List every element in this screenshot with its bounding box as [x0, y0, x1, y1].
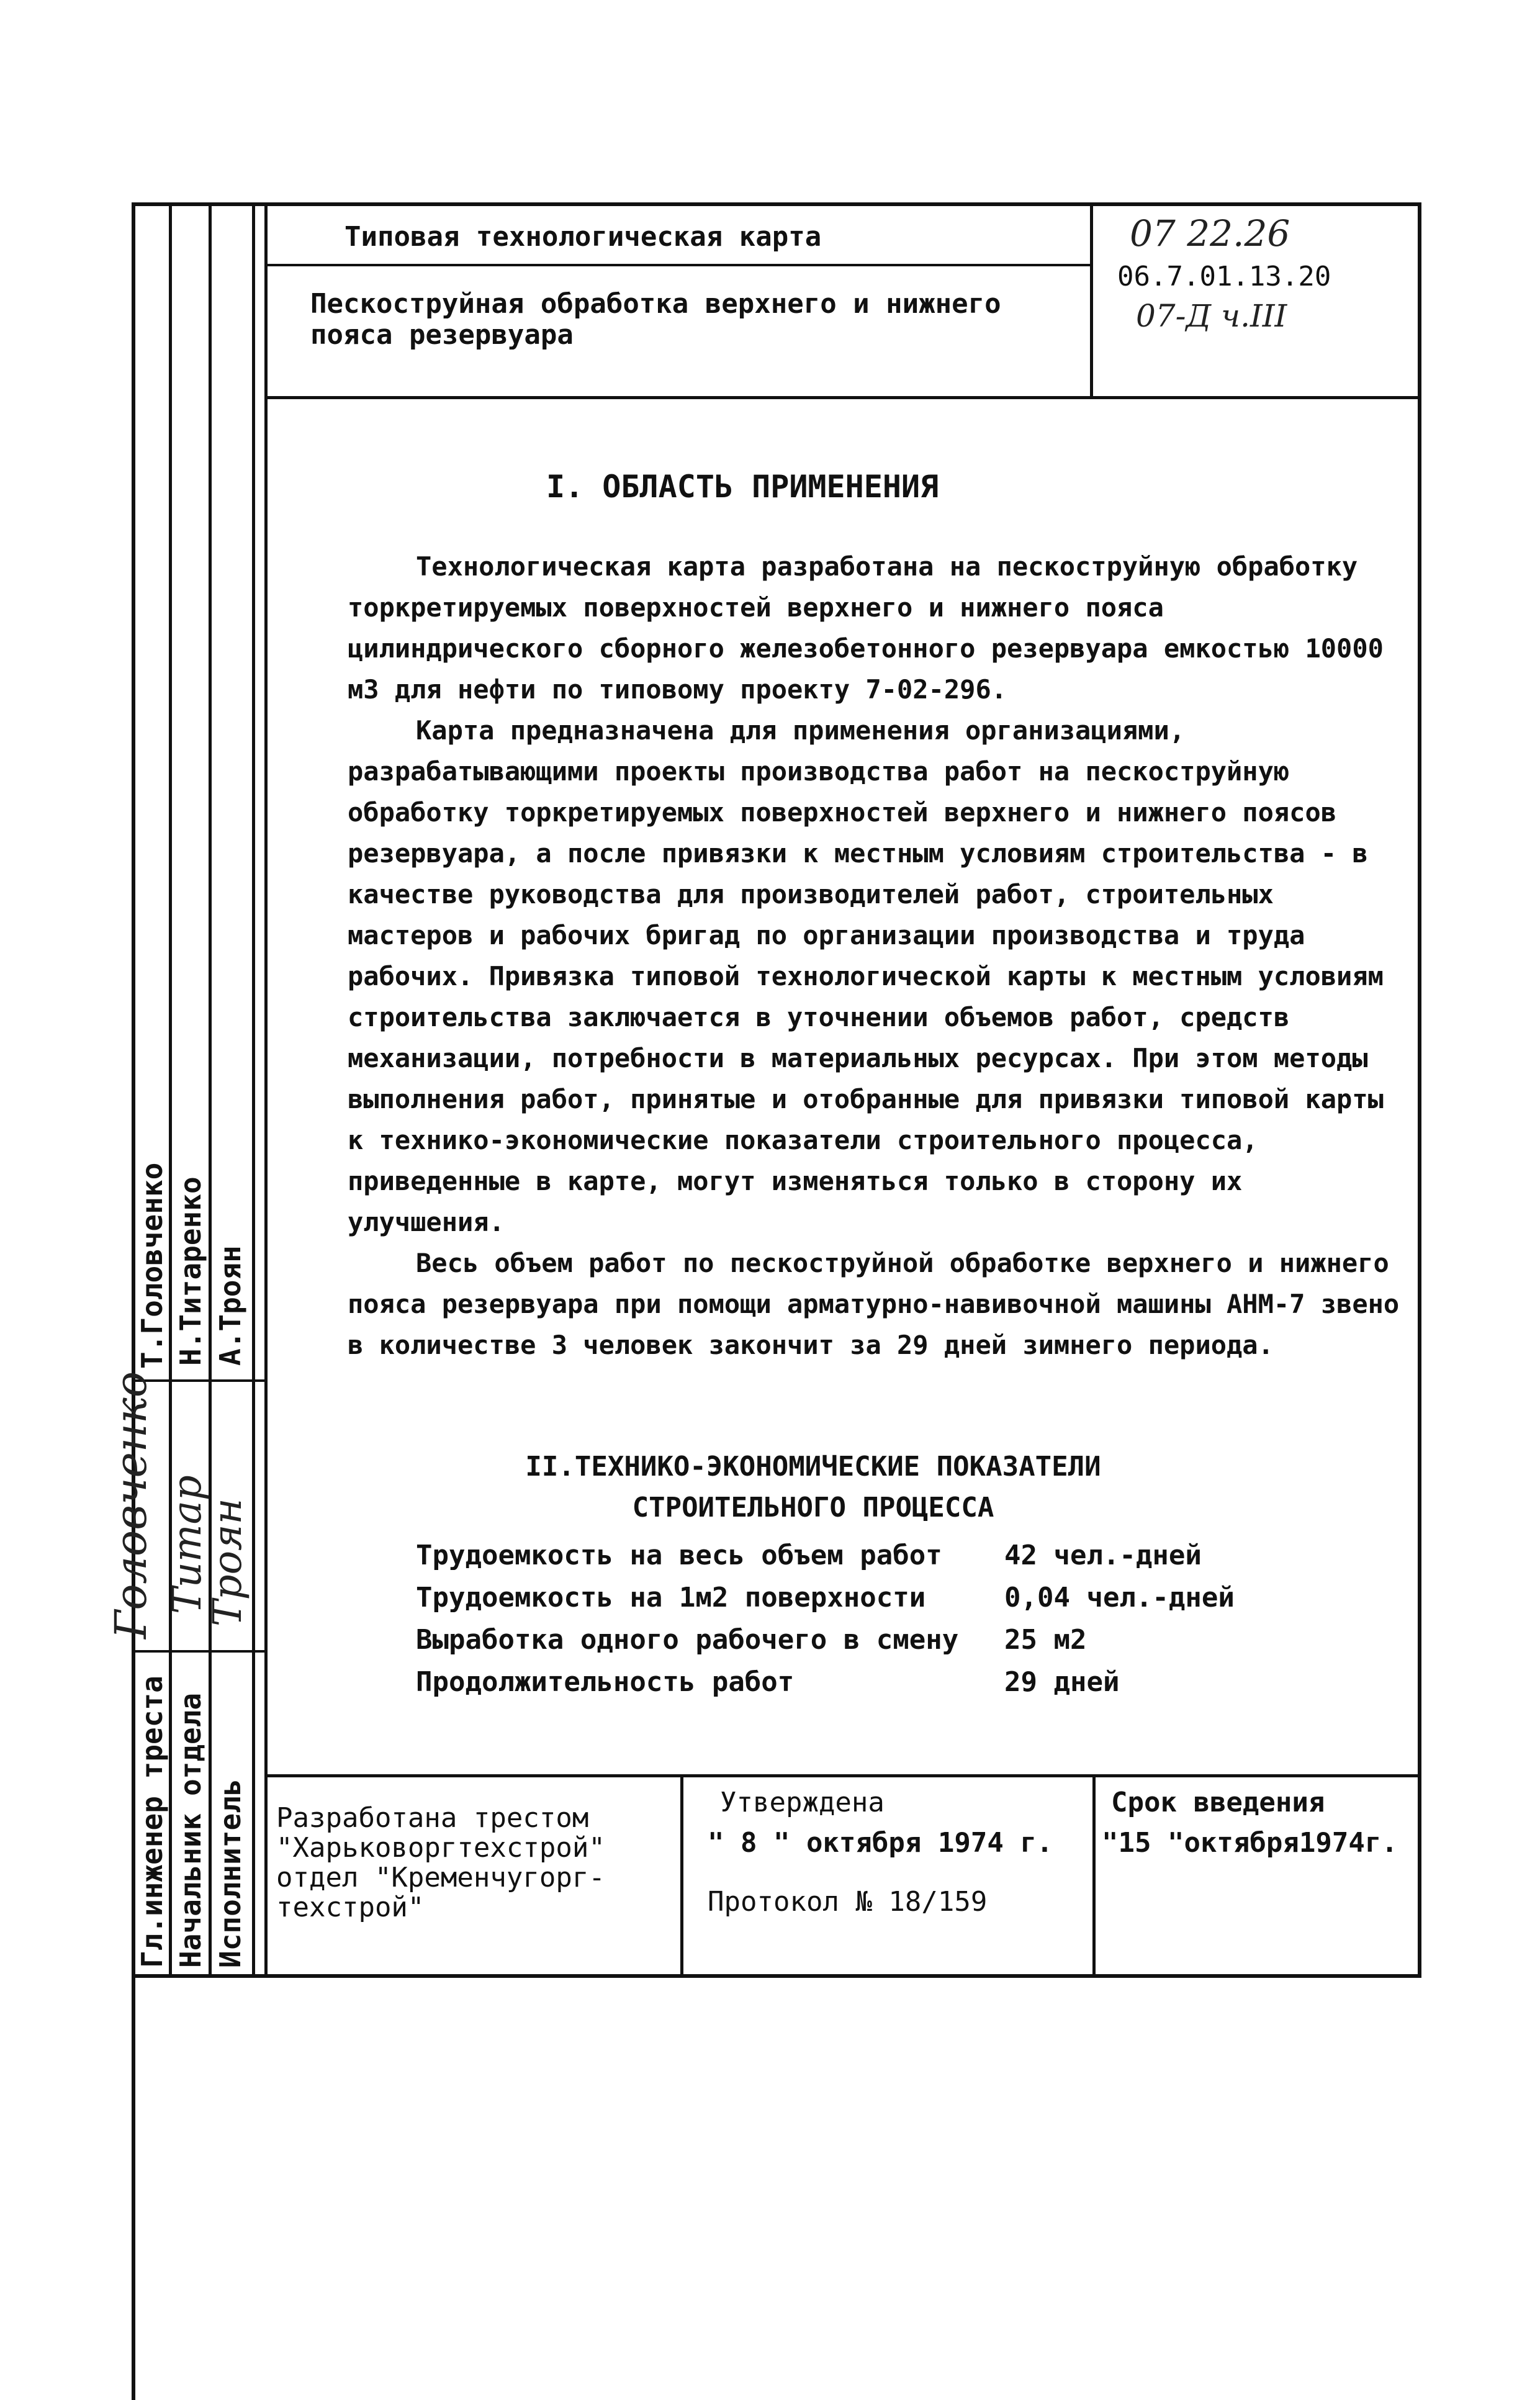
- indicator-value: 42 чел.-дней: [1004, 1540, 1202, 1571]
- signature-1: Головченко: [106, 1371, 156, 1639]
- approved-label: Утверждена: [720, 1787, 885, 1818]
- paragraph-2: Карта предназначена для применения организациями, разрабатывающими проекты производства работ на пескоструйную обработку торкретируемых поверхностей верхнего и нижнего поясов резервуара, а после привязки к местным условиям строительства - в качестве руководства для производителей работ, строительных мастеров и рабочих бригад по организации производства и труда рабочих. Привязка типовой технологической карты к местным условиям строительства заключается в уточнении объемов работ, средств механизации, потребности в материальных ресурсах. При этом методы выполнения работ, принятые и отобранные для привязки типовой карты к технико-экономические показатели строительного процесса, приведенные в карте, могут изменяться только в сторону их улучшения.: [348, 715, 1384, 1237]
- indicator-value: 25 м2: [1004, 1624, 1087, 1656]
- indicator-label: Трудоемкость на 1м2 поверхности: [416, 1582, 926, 1613]
- card-title: Пескоструйная обработка верхнего и нижнего пояса резервуара: [310, 288, 1001, 351]
- effective-date: "15 "октября1974г.: [1102, 1827, 1398, 1859]
- developed-by: Разработана трестом "Харьковоргтехстрой" отдел "Кременчугорг- техстрой": [276, 1802, 605, 1923]
- indicator-value: 0,04 чел.-дней: [1004, 1582, 1235, 1613]
- code-handwritten-2: 07-Д ч.III: [1136, 298, 1287, 334]
- position-chief-engineer: Гл.инженер треста: [135, 1676, 169, 1968]
- paragraph-1: Технологическая карта разработана на пескоструйную обработку торкретируемых поверхностей верхнего и нижнего пояса цилиндрического сборного железобетонного резервуара емкостью 10000 м3 для нефти по типовому проекту 7-02-296.: [348, 551, 1384, 705]
- code-printed: 06.7.01.13.20: [1117, 261, 1331, 292]
- code-handwritten: 07 22.26: [1130, 212, 1290, 255]
- signature-3: Троян: [205, 1498, 251, 1626]
- indicator-label: Продолжительность работ: [416, 1666, 795, 1698]
- protocol: Протокол № 18/159: [708, 1886, 988, 1918]
- section1-title: I. ОБЛАСТЬ ПРИМЕНЕНИЯ: [546, 469, 939, 505]
- approved-date: " 8 " октября 1974 г.: [708, 1827, 1053, 1859]
- paragraph-3: Весь объем работ по пескоструйной обработке верхнего и нижнего пояса резервуара при помощи арматурно-навивочной машины АНМ-7 звено в количестве 3 человек закончит за 29 дней зимнего периода.: [348, 1248, 1400, 1360]
- section1-body: [348, 546, 1403, 1366]
- position-department-head: Начальник отдела: [174, 1692, 207, 1968]
- position-executor: Исполнитель: [214, 1779, 247, 1968]
- section2-title: II.ТЕХНИКО-ЭКОНОМИЧЕСКИЕ ПОКАЗАТЕЛИ СТРОИТЕЛЬНОГО ПРОЦЕССА: [525, 1451, 1101, 1523]
- indicator-label: Выработка одного рабочего в смену: [416, 1624, 959, 1656]
- name-golovchenko: Т.Головченко: [135, 1162, 169, 1369]
- card-type: Типовая технологическая карта: [344, 221, 822, 253]
- indicator-label: Трудоемкость на весь объем работ: [416, 1540, 942, 1571]
- effective-label: Срок введения: [1111, 1787, 1325, 1818]
- name-titarenko: Н.Титаренко: [174, 1176, 207, 1366]
- name-troyan: А.Троян: [214, 1245, 247, 1366]
- indicator-value: 29 дней: [1004, 1666, 1120, 1698]
- signature-2: Титар: [164, 1475, 210, 1614]
